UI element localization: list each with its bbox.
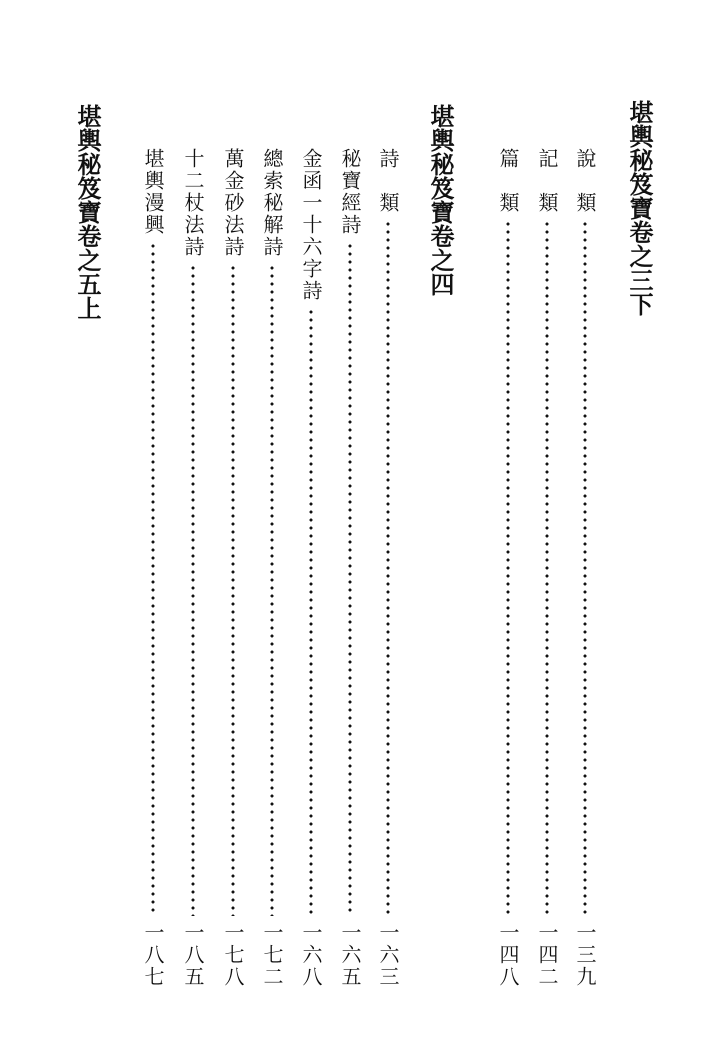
dotted-leader	[506, 220, 510, 916]
section-heading-vol3: 堪輿秘笈寶卷之三下	[625, 100, 653, 316]
dotted-leader	[231, 264, 235, 916]
dotted-leader	[583, 220, 587, 916]
toc-entry-pian[interactable]	[493, 148, 523, 988]
entry-page-number: 一六八	[299, 922, 323, 988]
dotted-leader	[386, 220, 390, 916]
entry-page-number: 一七二	[260, 922, 284, 988]
entry-page-number: 一三九	[573, 922, 597, 988]
toc-entry-zongsuo[interactable]	[257, 148, 287, 988]
dotted-leader	[151, 242, 155, 916]
toc-entry-jinhan[interactable]	[296, 148, 326, 988]
dotted-leader	[270, 264, 274, 916]
dotted-leader	[309, 308, 313, 916]
entry-page-number: 一四二	[535, 922, 559, 988]
entry-title: 金函一十六字詩	[299, 148, 323, 302]
entry-title: 萬金砂法詩	[221, 148, 245, 258]
toc-entry-kanyu[interactable]	[138, 148, 168, 988]
entry-page-number: 一四八	[496, 922, 520, 988]
toc-entry-ji[interactable]	[532, 148, 562, 988]
dotted-leader	[348, 242, 352, 916]
entry-title: 總索秘解詩	[260, 148, 284, 258]
entry-title: 篇 類	[496, 148, 520, 214]
section-heading-vol5: 堪輿秘笈寶卷之五上	[73, 104, 101, 320]
entry-title: 十二杖法詩	[181, 148, 205, 258]
entry-page-number: 一八七	[141, 922, 165, 988]
section-heading-vol4: 堪輿秘笈寶卷之四	[426, 104, 454, 296]
entry-title: 詩 類	[376, 148, 400, 214]
toc-entry-wanjin[interactable]	[218, 148, 248, 988]
entry-title: 秘寶經詩	[338, 148, 362, 236]
toc-entry-mibao[interactable]	[335, 148, 365, 988]
entry-page-number: 一六五	[338, 922, 362, 988]
entry-page-number: 一八五	[181, 922, 205, 988]
entry-title: 堪輿漫興	[141, 148, 165, 236]
toc-entry-shi[interactable]	[373, 148, 403, 988]
entry-page-number: 一七八	[221, 922, 245, 988]
dotted-leader	[545, 220, 549, 916]
entry-title: 說 類	[573, 148, 597, 214]
toc-entry-shuo[interactable]	[570, 148, 600, 988]
dotted-leader	[191, 264, 195, 916]
entry-title: 記 類	[535, 148, 559, 214]
toc-entry-shier[interactable]	[178, 148, 208, 988]
entry-page-number: 一六三	[376, 922, 400, 988]
